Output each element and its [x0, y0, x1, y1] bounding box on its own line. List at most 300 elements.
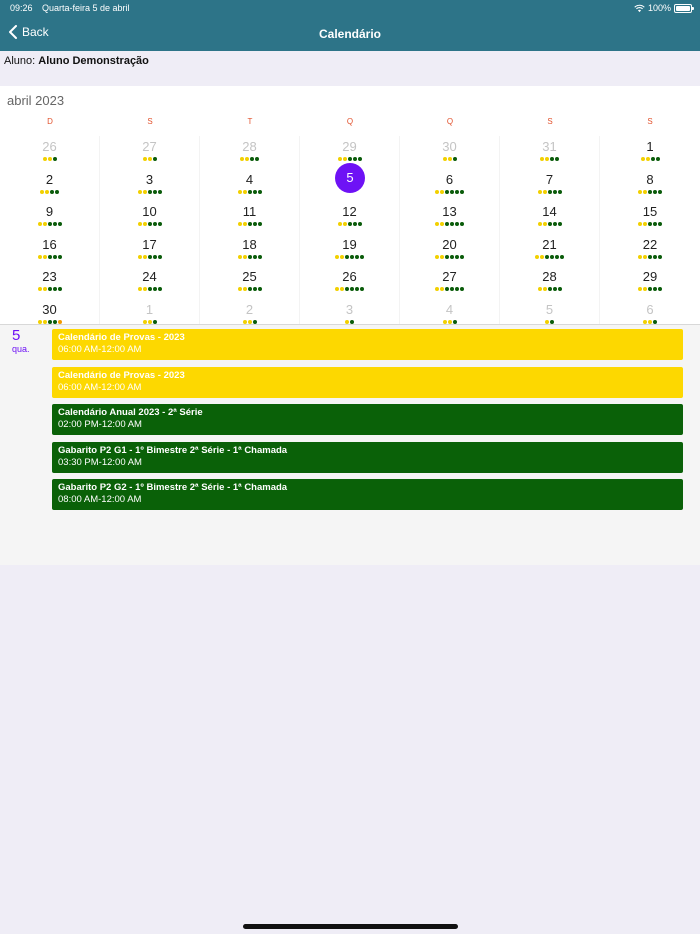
yellow-event-dot	[38, 222, 42, 226]
event-dots	[0, 320, 99, 324]
event-title: Gabarito P2 G1 - 1º Bimestre 2ª Série - 1ª Chamada	[58, 444, 288, 456]
yellow-event-dot	[143, 255, 147, 259]
green-event-dot	[355, 287, 359, 291]
event-dots	[400, 320, 499, 324]
green-event-dot	[53, 222, 57, 226]
calendar-day[interactable]	[100, 169, 200, 202]
yellow-event-dot	[48, 157, 52, 161]
green-event-dot	[253, 222, 257, 226]
green-event-dot	[455, 190, 459, 194]
green-event-dot	[48, 222, 52, 226]
green-event-dot	[450, 222, 454, 226]
yellow-event-dot	[443, 320, 447, 324]
day-number: 6	[646, 301, 654, 317]
green-event-dot	[651, 157, 655, 161]
event-dots	[500, 287, 599, 291]
yellow-event-dot	[143, 287, 147, 291]
events-panel	[0, 325, 700, 565]
green-event-dot	[348, 157, 352, 161]
day-number: 20	[442, 236, 457, 252]
yellow-event-dot	[138, 190, 142, 194]
green-event-dot	[348, 222, 352, 226]
event-card[interactable]	[52, 404, 683, 435]
event-dots	[600, 320, 700, 324]
day-number: 26	[342, 269, 357, 284]
yellow-event-dot	[43, 157, 47, 161]
green-event-dot	[555, 157, 559, 161]
yellow-event-dot	[143, 190, 147, 194]
green-event-dot	[148, 190, 152, 194]
green-event-dot	[460, 190, 464, 194]
green-event-dot	[445, 222, 449, 226]
yellow-event-dot	[138, 255, 142, 259]
week-row	[0, 266, 700, 299]
yellow-event-dot	[440, 222, 444, 226]
green-event-dot	[658, 255, 662, 259]
day-number: 22	[642, 236, 658, 252]
day-number: 16	[42, 236, 57, 252]
yellow-event-dot	[43, 287, 47, 291]
calendar-day[interactable]	[400, 234, 500, 267]
day-number: 11	[242, 204, 257, 219]
calendar-day[interactable]	[500, 234, 600, 267]
calendar-day[interactable]	[100, 234, 200, 267]
event-dots	[200, 287, 299, 291]
event-dots	[600, 190, 700, 194]
event-dots	[500, 190, 599, 194]
green-event-dot	[153, 157, 157, 161]
weekday-label: D	[47, 117, 53, 126]
yellow-event-dot	[448, 157, 452, 161]
calendar-day[interactable]	[200, 136, 300, 169]
day-number: 28	[542, 269, 557, 284]
green-event-dot	[648, 222, 652, 226]
green-event-dot	[255, 157, 259, 161]
yellow-event-dot	[643, 222, 647, 226]
top-bar	[0, 0, 700, 51]
yellow-event-dot	[638, 287, 642, 291]
day-number: 4	[445, 301, 454, 317]
day-number: 4	[245, 171, 254, 187]
event-card[interactable]	[52, 442, 683, 473]
day-number: 19	[342, 236, 357, 252]
day-number: 30	[442, 139, 457, 154]
event-dots	[600, 222, 700, 226]
green-event-dot	[653, 287, 657, 291]
yellow-event-dot	[148, 157, 152, 161]
event-time: 08:00 AM-12:00 AM	[58, 494, 142, 505]
green-event-dot	[250, 157, 254, 161]
event-title: Calendário de Provas - 2023	[58, 332, 185, 343]
calendar-day[interactable]	[400, 201, 500, 234]
day-number: 27	[442, 269, 457, 284]
yellow-event-dot	[38, 287, 42, 291]
battery-percent: 100%	[647, 3, 671, 13]
green-event-dot	[350, 287, 354, 291]
month-label: abril 2023	[7, 93, 65, 108]
event-dots	[200, 320, 299, 324]
event-card[interactable]	[52, 329, 683, 360]
calendar-day[interactable]	[300, 266, 400, 299]
green-event-dot	[648, 255, 652, 259]
yellow-event-dot	[643, 320, 647, 324]
yellow-event-dot	[245, 157, 249, 161]
calendar-day[interactable]	[600, 234, 700, 267]
green-event-dot	[158, 190, 162, 194]
calendar-day[interactable]	[500, 201, 600, 234]
event-dots	[0, 255, 99, 259]
yellow-event-dot	[143, 320, 147, 324]
green-event-dot	[253, 320, 257, 324]
yellow-event-dot	[243, 190, 247, 194]
event-dots	[400, 222, 499, 226]
yellow-event-dot	[440, 255, 444, 259]
yellow-event-dot	[435, 255, 439, 259]
calendar-day[interactable]	[400, 169, 500, 202]
yellow-event-dot	[43, 222, 47, 226]
green-event-dot	[455, 222, 459, 226]
day-number: 31	[542, 139, 557, 154]
orange-event-dot	[58, 320, 62, 324]
event-time: 03:30 PM-12:00 AM	[58, 456, 142, 468]
selected-day-number: 5	[335, 163, 365, 193]
green-event-dot	[558, 287, 562, 291]
event-dots	[100, 222, 199, 226]
yellow-event-dot	[340, 255, 344, 259]
event-time: 02:00 PM-12:00 AM	[58, 419, 142, 430]
green-event-dot	[58, 255, 62, 259]
yellow-event-dot	[543, 222, 547, 226]
green-event-dot	[653, 190, 657, 194]
green-event-dot	[455, 287, 459, 291]
yellow-event-dot	[248, 320, 252, 324]
calendar-day[interactable]	[400, 136, 500, 169]
calendar-day[interactable]	[500, 136, 600, 169]
calendar-day[interactable]	[100, 201, 200, 234]
yellow-event-dot	[43, 320, 47, 324]
weekday-label: S	[147, 117, 153, 126]
green-event-dot	[450, 255, 454, 259]
yellow-event-dot	[545, 157, 549, 161]
day-number: 30	[42, 301, 57, 317]
day-number: 9	[45, 204, 54, 219]
green-event-dot	[248, 255, 252, 259]
status-time: 09:26	[10, 3, 33, 13]
event-dots	[300, 320, 399, 324]
yellow-event-dot	[338, 222, 342, 226]
green-event-dot	[253, 190, 257, 194]
yellow-event-dot	[435, 222, 439, 226]
day-number: 3	[145, 171, 154, 187]
yellow-event-dot	[335, 287, 339, 291]
yellow-event-dot	[638, 255, 642, 259]
green-event-dot	[453, 320, 457, 324]
green-event-dot	[253, 255, 257, 259]
green-event-dot	[653, 320, 657, 324]
green-event-dot	[148, 222, 152, 226]
green-event-dot	[445, 255, 449, 259]
day-number: 29	[342, 139, 357, 154]
green-event-dot	[358, 157, 362, 161]
green-event-dot	[450, 287, 454, 291]
green-event-dot	[558, 190, 562, 194]
green-event-dot	[460, 222, 464, 226]
status-date: Quarta-feira 5 de abril	[42, 3, 130, 13]
calendar-day[interactable]	[500, 266, 600, 299]
yellow-event-dot	[45, 190, 49, 194]
student-line	[4, 55, 149, 67]
yellow-event-dot	[138, 222, 142, 226]
green-event-dot	[658, 222, 662, 226]
weekday-label: T	[247, 117, 253, 126]
student-label: Aluno:	[4, 55, 36, 67]
yellow-event-dot	[238, 190, 242, 194]
green-event-dot	[50, 190, 54, 194]
day-number: 26	[42, 139, 57, 154]
calendar-day[interactable]	[0, 169, 100, 202]
event-dots	[400, 157, 499, 161]
event-dots	[200, 190, 299, 194]
day-number: 2	[45, 171, 54, 187]
calendar-day[interactable]	[300, 234, 400, 267]
yellow-event-dot	[540, 255, 544, 259]
event-dots	[500, 222, 599, 226]
green-event-dot	[53, 255, 57, 259]
yellow-event-dot	[343, 222, 347, 226]
yellow-event-dot	[435, 190, 439, 194]
event-card[interactable]	[52, 367, 683, 398]
calendar-day[interactable]	[200, 201, 300, 234]
yellow-event-dot	[643, 190, 647, 194]
green-event-dot	[658, 190, 662, 194]
day-number: 1	[145, 301, 154, 317]
green-event-dot	[553, 222, 557, 226]
calendar-day[interactable]	[300, 201, 400, 234]
calendar-day[interactable]	[0, 201, 100, 234]
yellow-event-dot	[335, 255, 339, 259]
green-event-dot	[345, 287, 349, 291]
yellow-event-dot	[345, 320, 349, 324]
day-number: 7	[545, 171, 554, 187]
green-event-dot	[453, 157, 457, 161]
green-event-dot	[153, 190, 157, 194]
day-number: 12	[342, 204, 357, 219]
day-number: 17	[142, 236, 157, 252]
yellow-event-dot	[138, 287, 142, 291]
yellow-event-dot	[440, 287, 444, 291]
day-number: 8	[646, 171, 654, 187]
day-number: 27	[142, 139, 157, 154]
green-event-dot	[355, 255, 359, 259]
green-event-dot	[648, 287, 652, 291]
green-event-dot	[258, 190, 262, 194]
green-event-dot	[445, 190, 449, 194]
weekday-label: S	[647, 117, 653, 126]
yellow-event-dot	[643, 255, 647, 259]
green-event-dot	[53, 287, 57, 291]
event-dots	[300, 157, 399, 161]
yellow-event-dot	[638, 190, 642, 194]
green-event-dot	[158, 222, 162, 226]
event-dots	[0, 287, 99, 291]
green-event-dot	[548, 287, 552, 291]
yellow-event-dot	[648, 320, 652, 324]
day-number: 3	[345, 301, 354, 317]
yellow-event-dot	[238, 222, 242, 226]
yellow-event-dot	[243, 255, 247, 259]
event-dots	[600, 255, 700, 259]
event-time: 06:00 AM-12:00 AM	[58, 381, 142, 393]
green-event-dot	[353, 157, 357, 161]
yellow-event-dot	[440, 190, 444, 194]
day-number: 21	[542, 236, 557, 252]
yellow-event-dot	[543, 287, 547, 291]
green-event-dot	[58, 287, 62, 291]
green-event-dot	[558, 222, 562, 226]
green-event-dot	[553, 287, 557, 291]
event-dots	[400, 287, 499, 291]
green-event-dot	[460, 255, 464, 259]
green-event-dot	[55, 190, 59, 194]
green-event-dot	[445, 287, 449, 291]
selected-day-weekday: qua.	[12, 344, 30, 354]
event-dots	[600, 157, 700, 161]
week-row	[0, 169, 700, 202]
event-dots	[600, 287, 700, 291]
calendar-day[interactable]	[200, 169, 300, 202]
event-dots	[500, 255, 599, 259]
green-event-dot	[653, 255, 657, 259]
event-card[interactable]	[52, 479, 683, 510]
event-dots	[100, 320, 199, 324]
green-event-dot	[455, 255, 459, 259]
weekday-label: Q	[446, 117, 454, 126]
green-event-dot	[258, 255, 262, 259]
green-event-dot	[48, 255, 52, 259]
yellow-event-dot	[638, 222, 642, 226]
green-event-dot	[545, 255, 549, 259]
green-event-dot	[248, 287, 252, 291]
battery-icon	[674, 4, 692, 13]
student-name: Aluno Demonstração	[38, 55, 149, 67]
green-event-dot	[148, 287, 152, 291]
green-event-dot	[653, 222, 657, 226]
yellow-event-dot	[243, 287, 247, 291]
calendar-day[interactable]	[500, 169, 600, 202]
event-dots	[500, 157, 599, 161]
calendar-day[interactable]	[400, 266, 500, 299]
event-dots	[300, 255, 399, 259]
green-event-dot	[548, 222, 552, 226]
green-event-dot	[53, 157, 57, 161]
calendar-day[interactable]	[600, 136, 700, 169]
yellow-event-dot	[538, 287, 542, 291]
green-event-dot	[550, 157, 554, 161]
calendar-day[interactable]	[600, 266, 700, 299]
green-event-dot	[560, 255, 564, 259]
day-number: 28	[242, 139, 257, 154]
home-indicator	[243, 924, 458, 929]
green-event-dot	[153, 320, 157, 324]
green-event-dot	[48, 287, 52, 291]
yellow-event-dot	[148, 320, 152, 324]
calendar-day[interactable]	[100, 266, 200, 299]
event-title: Calendário Anual 2023 - 2ª Série	[58, 407, 203, 418]
yellow-event-dot	[646, 157, 650, 161]
event-dots	[500, 320, 599, 324]
event-dots	[200, 157, 299, 161]
event-dots	[400, 255, 499, 259]
green-event-dot	[548, 190, 552, 194]
calendar-day[interactable]	[0, 136, 100, 169]
green-event-dot	[153, 287, 157, 291]
green-event-dot	[550, 320, 554, 324]
calendar-day[interactable]	[0, 234, 100, 267]
green-event-dot	[353, 222, 357, 226]
week-row	[0, 234, 700, 267]
day-number: 5	[545, 301, 554, 317]
green-event-dot	[153, 222, 157, 226]
event-dots	[200, 222, 299, 226]
yellow-event-dot	[538, 190, 542, 194]
calendar-day[interactable]	[0, 266, 100, 299]
yellow-event-dot	[443, 157, 447, 161]
yellow-event-dot	[538, 222, 542, 226]
green-event-dot	[53, 320, 57, 324]
event-dots	[0, 222, 99, 226]
yellow-event-dot	[641, 157, 645, 161]
event-dots	[300, 222, 399, 226]
yellow-event-dot	[340, 287, 344, 291]
day-number: 29	[642, 269, 658, 284]
green-event-dot	[648, 190, 652, 194]
calendar-day[interactable]	[600, 201, 700, 234]
calendar-day[interactable]	[100, 136, 200, 169]
yellow-event-dot	[448, 320, 452, 324]
green-event-dot	[658, 287, 662, 291]
green-event-dot	[358, 222, 362, 226]
yellow-event-dot	[540, 157, 544, 161]
day-number: 10	[142, 204, 157, 219]
page-title: Calendário	[318, 27, 381, 41]
calendar-day[interactable]	[300, 169, 400, 202]
yellow-event-dot	[535, 255, 539, 259]
event-dots	[100, 287, 199, 291]
green-event-dot	[258, 287, 262, 291]
green-event-dot	[58, 222, 62, 226]
calendar-day[interactable]	[600, 169, 700, 202]
yellow-event-dot	[435, 287, 439, 291]
yellow-event-dot	[543, 190, 547, 194]
event-dots	[100, 157, 199, 161]
green-event-dot	[553, 190, 557, 194]
green-event-dot	[350, 320, 354, 324]
back-label: Back	[22, 25, 49, 39]
calendar-day[interactable]	[200, 266, 300, 299]
yellow-event-dot	[38, 320, 42, 324]
calendar-grid	[0, 136, 700, 331]
status-right	[634, 3, 692, 13]
weekday-header	[0, 117, 700, 127]
green-event-dot	[158, 287, 162, 291]
yellow-event-dot	[238, 287, 242, 291]
day-number: 14	[542, 204, 557, 219]
weekday-label: S	[547, 117, 553, 126]
week-row	[0, 201, 700, 234]
yellow-event-dot	[38, 255, 42, 259]
day-number: 24	[142, 269, 157, 284]
calendar-day[interactable]	[200, 234, 300, 267]
